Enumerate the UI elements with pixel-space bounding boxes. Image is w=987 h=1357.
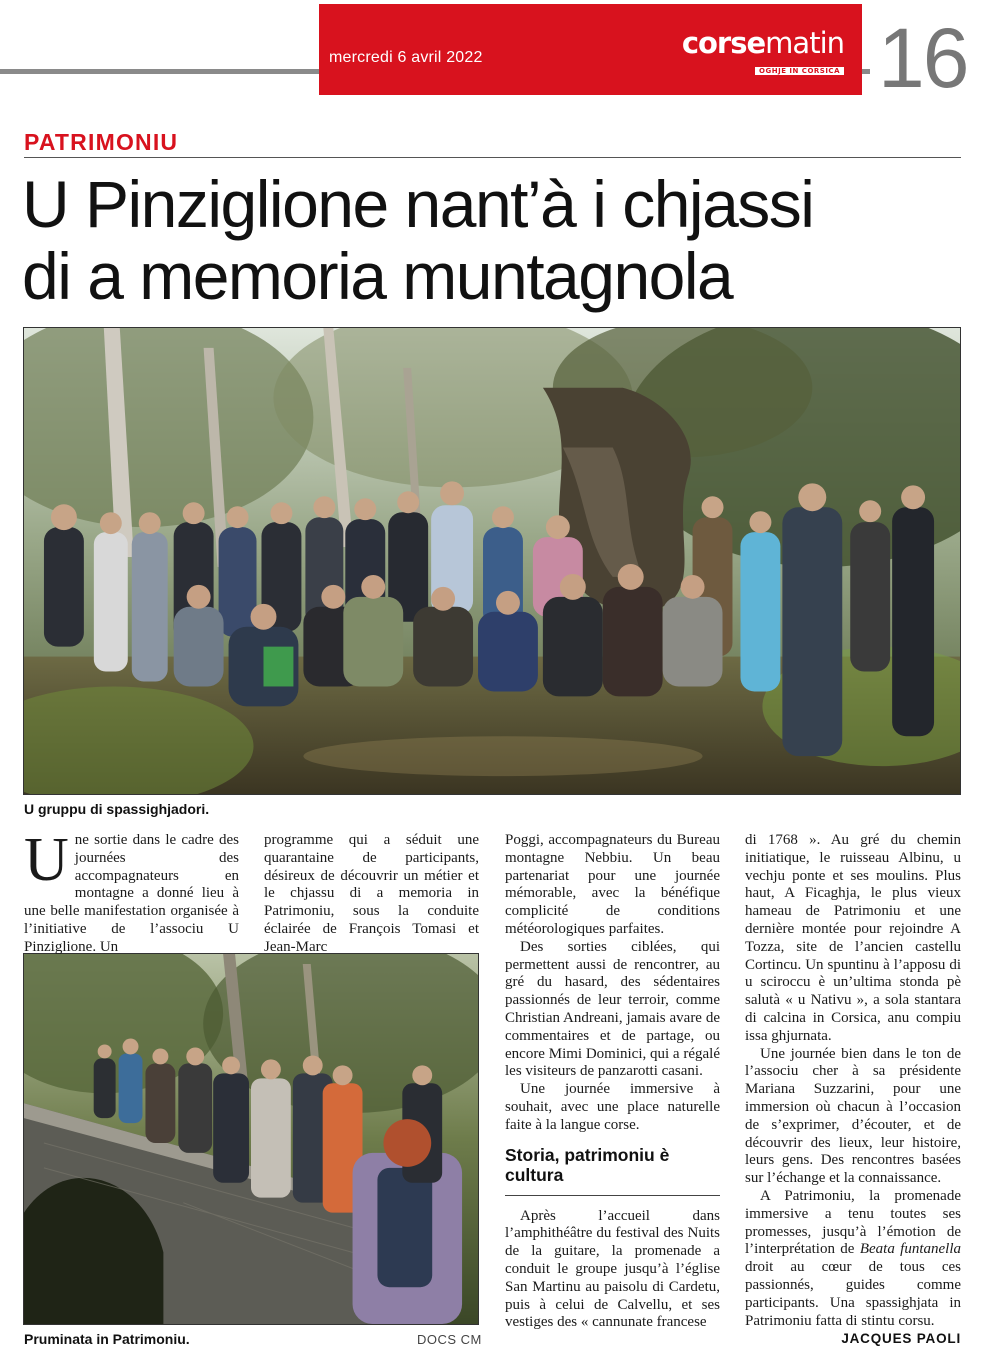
- kicker-rule: [24, 157, 961, 158]
- photo2-caption: Pruminata in Patrimoniu.: [24, 1331, 190, 1347]
- issue-date: mercredi 6 avril 2022: [329, 49, 483, 66]
- col3-paragraph-4: Après l’accueil dans l’amphithéâtre du festival des Nuits de la guitare, la promenade a conduit le groupe jusqu’à l’église San Martinu au paisolu di Cardetu, puis à celui de Calvellu, et ses vestiges des « cannunate francese: [505, 1207, 720, 1331]
- brand-name: corse: [681, 26, 766, 60]
- column-1: [24, 826, 239, 957]
- col4-paragraph-1: di 1768 ». Au gré du chemin initiatique, le ruisseau Albinu, u vechju ponte et ses moulins. Plus haut, A Ficaghja, le plus vieux hameau de Patrimoniu et une dernière montée pour rejoindre A Tozza, site de l’ancien castellu Cortincu. Un spuntinu à l’apposu di u sciroccu è un’ultima stonda pè salutà « u Nativu », a sola stantara di calcina in Corsica, anu compiu issa ghjurnata.: [745, 832, 961, 1044]
- col4-paragraph-3-b: droit au cœur de tous ces passionnés, guides comme participants. Una spassighjata in Patrimoniu fatta di stintu corsu.: [745, 1259, 961, 1329]
- author-signature: JACQUES PAOLI: [841, 1331, 961, 1346]
- masthead-banner: [319, 4, 862, 95]
- col4-paragraph-2: Une journée bien dans le ton de l’associu cher à sa présidente Mariana Suzzarini, pour une immersion où chacun à l’occasion de s’exprimer, d’écouter, et de découvrir des lieux, leur histoire, leurs gens. Des rencontres basées sur l’échange et la connaissance.: [745, 1045, 961, 1187]
- brand-name-2: matin: [765, 26, 844, 60]
- photo1-caption: U gruppu di spassighjadori.: [24, 801, 210, 817]
- col4-paragraph-3: [745, 1188, 961, 1330]
- col4-paragraph-3-a: A Patrimoniu, la promenade immersive a tenu toutes ses promesses, jusqu’à l’émotion de l’interprétation de: [745, 1187, 961, 1258]
- headline-line-1: U Pinziglione nant’à i chjassi: [22, 167, 814, 241]
- column-2: [264, 832, 479, 957]
- photo-credit: DOCS CM: [417, 1332, 482, 1347]
- song-title: Beata funtanella: [859, 1241, 961, 1258]
- subhead-block: [505, 1145, 720, 1196]
- column-4: [745, 832, 961, 1330]
- brand-logo[interactable]: [682, 28, 844, 77]
- page-number: 16: [878, 11, 968, 105]
- bridge-photo: [23, 953, 479, 1325]
- col2-paragraph-1: programme qui a séduit une quarantaine de participants, désireux de découvrir un métier et le chjassu di a memoria in Patrimoniu, sous la conduite éclairée de François Tomasi et Jean-Marc: [264, 832, 479, 955]
- drop-cap: U: [24, 826, 69, 894]
- col3-paragraph-2: Des sorties ciblées, qui permettent aussi de rencontrer, au gré du hasard, des sédentaires passionnés de leur terroir, comme Christian Andreani, jamais avare de commentaires et de partage, ou encore Mimi Dominici, qui a régalé les visiteurs de panzarotti casani.: [505, 938, 720, 1080]
- headline-line-2: di a memoria muntagnola: [22, 239, 733, 313]
- subhead: Storia, patrimoniu è cultura: [505, 1144, 670, 1185]
- col1-paragraph-1: ne sortie dans le cadre des journées des accompagnateurs en montagne a donné lieu à une belle manifestation organisée à l’initiative de l’associu U Pinziglione. Un: [24, 832, 239, 955]
- brand-tagline: OGHJE IN CORSICA: [755, 67, 844, 75]
- section-kicker: PATRIMONIU: [24, 129, 179, 155]
- column-3: [505, 832, 720, 1332]
- headline: [22, 168, 962, 312]
- col3-paragraph-3: Une journée immersive à souhait, avec une place naturelle faite à la langue corse.: [505, 1081, 720, 1133]
- col3-paragraph-1: Poggi, accompagnateurs du Bureau montagne Nebbiu. Un beau partenariat pour une journée mémorable, avec la bénéfique complicité de conditions météorologiques parfaites.: [505, 832, 720, 937]
- group-photo: [23, 327, 961, 795]
